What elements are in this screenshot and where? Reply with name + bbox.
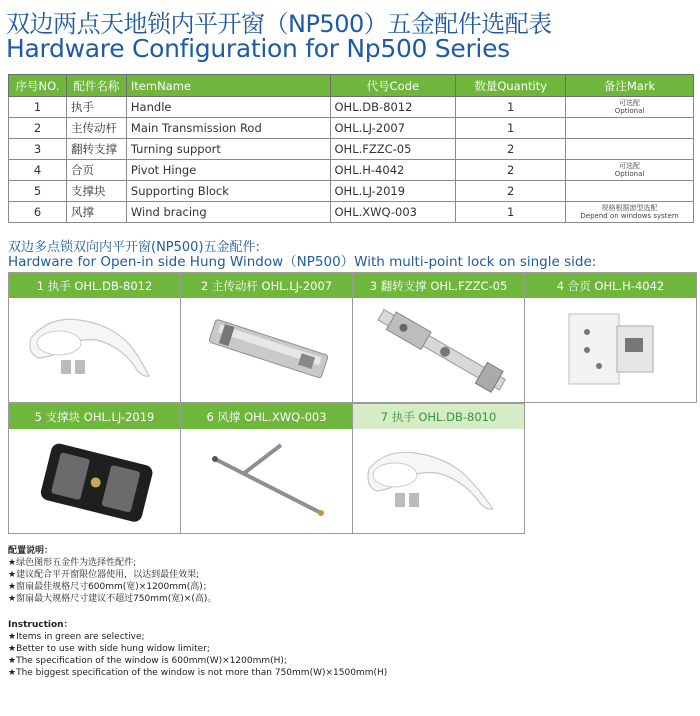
cell-quantity: 2 [456,139,566,160]
cell-code: OHL.H-4042 [330,160,456,181]
cell-quantity: 1 [456,118,566,139]
product-label: 2 主传动杆 OHL.LJ-2007 [181,273,352,298]
note-item: ★绿色图形五金件为选择性配件; [8,558,137,568]
cell-mark [566,160,694,181]
handle-image [353,429,524,533]
cell-mark [566,97,694,118]
table-row [9,139,694,160]
transmission-rod-image [181,298,352,402]
cell-name-cn: 翻转支撑 [66,139,126,160]
cell-item-name: Supporting Block [126,181,330,202]
table-header-row [9,75,694,97]
product-label: 3 翻转支撑 OHL.FZZC-05 [353,273,524,298]
mark-en: Depend on windows system [580,212,679,220]
notes-heading-cn: 配置说明： [8,546,54,556]
mark-cn: 可选配 [619,99,641,107]
col-header-code: 代号Code [330,75,456,97]
cell-no: 3 [9,139,67,160]
cell-quantity: 1 [456,202,566,223]
notes-heading-en: Instruction： [8,620,73,630]
hinge-image [525,298,696,402]
hardware-table [8,74,694,223]
product-card-wind-brace [180,403,353,534]
note-item: ★Better to use with side hung widow limiter; [8,644,210,654]
cell-name-cn: 执手 [66,97,126,118]
product-label: 7 执手 OHL.DB-8010 [353,404,524,429]
cell-item-name: Handle [126,97,330,118]
cell-name-cn: 支撑块 [66,181,126,202]
cell-code: OHL.DB-8012 [330,97,456,118]
cell-code: OHL.LJ-2019 [330,181,456,202]
col-header-name-cn: 配件名称 [66,75,126,97]
cell-mark [566,202,694,223]
cell-code: OHL.LJ-2007 [330,118,456,139]
product-label: 6 风撑 OHL.XWQ-003 [181,404,352,429]
section-subtitle-en: Hardware for Open-in side Hung Window（NP500）With multi-point lock on single side: [8,254,597,270]
cell-quantity: 1 [456,97,566,118]
note-item: ★窗扇最佳规格尺寸600mm(宽)×1200mm(高)； [8,582,212,592]
col-header-quantity: 数量Quantity [456,75,566,97]
table-row [9,181,694,202]
handle-image [9,298,180,402]
product-label: 4 合页 OHL.H-4042 [525,273,696,298]
cell-no: 6 [9,202,67,223]
config-notes-cn [8,545,216,605]
table-row [9,202,694,223]
note-item: ★窗扇最大规格尺寸建议不超过750mm(宽)×(高)。 [8,594,217,604]
page-title-cn: 双边两点天地锁内平开窗（NP500）五金配件选配表 [6,10,552,38]
product-label: 5 支撑块 OHL.LJ-2019 [9,404,180,429]
mark-cn: 可选配 [619,162,641,170]
col-header-item-name: ItemName [126,75,330,97]
table-row [9,118,694,139]
cell-quantity: 2 [456,181,566,202]
mark-cn: 规格根据窗型选配 [601,204,658,212]
product-card-handle-selective [352,403,525,534]
cell-mark [566,118,694,139]
product-card-turning-support [352,272,525,403]
note-item: ★The biggest specification of the window is not more than 750mm(W)×1500mm(H) [8,668,388,678]
cell-mark [566,181,694,202]
section-subtitle-cn: 双边多点锁双向内平开窗(NP500)五金配件: [8,240,260,255]
cell-mark [566,139,694,160]
col-header-mark: 备注Mark [566,75,694,97]
table-row [9,97,694,118]
wind-brace-image [181,429,352,533]
cell-item-name: Turning support [126,139,330,160]
product-card-transmission-rod [180,272,353,403]
cell-no: 5 [9,181,67,202]
table-row [9,160,694,181]
cell-name-cn: 合页 [66,160,126,181]
supporting-block-image [9,429,180,533]
cell-item-name: Wind bracing [126,202,330,223]
cell-code: OHL.XWQ-003 [330,202,456,223]
col-header-no: 序号NO. [9,75,67,97]
cell-name-cn: 风撑 [66,202,126,223]
note-item: ★建议配合平开窗限位器使用，以达到最佳效果; [8,570,200,580]
cell-code: OHL.FZZC-05 [330,139,456,160]
cell-name-cn: 主传动杆 [66,118,126,139]
product-card-handle [8,272,181,403]
product-label: 1 执手 OHL.DB-8012 [9,273,180,298]
mark-en: Optional [614,170,645,178]
cell-item-name: Pivot Hinge [126,160,330,181]
cell-item-name: Main Transmission Rod [126,118,330,139]
product-card-hinge [524,272,697,403]
cell-no: 4 [9,160,67,181]
page-title-en: Hardware Configuration for Np500 Series [6,34,510,63]
instruction-notes-en [8,619,387,679]
note-item: ★Items in green are selective; [8,632,145,642]
mark-en: Optional [614,107,645,115]
turning-support-image [353,298,524,402]
cell-no: 1 [9,97,67,118]
cell-quantity: 2 [456,160,566,181]
cell-no: 2 [9,118,67,139]
note-item: ★The specification of the window is 600mm(W)×1200mm(H); [8,656,287,666]
product-card-supporting-block [8,403,181,534]
